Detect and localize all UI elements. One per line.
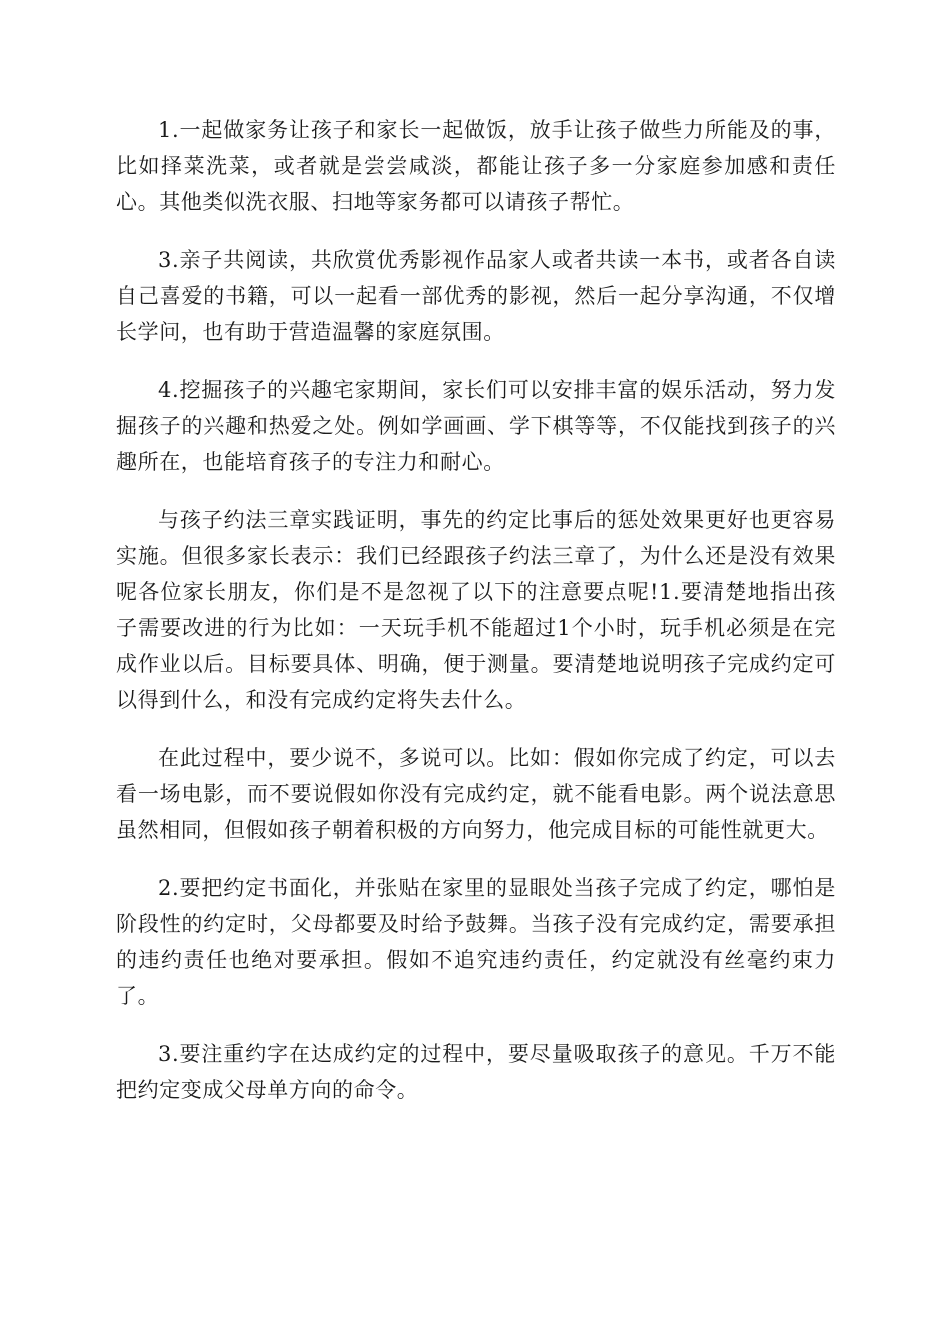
paragraph-written-agreement: 2.要把约定书面化，并张贴在家里的显眼处当孩子完成了约定，哪怕是阶段性的约定时，父母都要及时给予鼓舞。当孩子没有完成约定，需要承担的违约责任也绝对要承担。假如不追究违约责任，约定就没有丝毫约束力了。 bbox=[116, 876, 836, 1008]
paragraph-child-input: 3.要注重约字在达成约定的过程中，要尽量吸取孩子的意见。千万不能把约定变成父母单方向的命令。 bbox=[116, 1042, 836, 1102]
document-body bbox=[116, 112, 836, 1130]
paragraph-interests: 4.挖掘孩子的兴趣宅家期间，家长们可以安排丰富的娱乐活动，努力发掘孩子的兴趣和热爱之处。例如学画画、学下棋等等，不仅能找到孩子的兴趣所在，也能培育孩子的专注力和耐心。 bbox=[116, 378, 836, 474]
paragraph-agreement: 与孩子约法三章实践证明，事先的约定比事后的惩处效果更好也更容易实施。但很多家长表示：我们已经跟孩子约法三章了，为什么还是没有效果呢各位家长朋友，你们是不是忽视了以下的注意要点呢!1.要清楚地指出孩子需要改进的行为比如：一天玩手机不能超过1个小时，玩手机必须是在完成作业以后。目标要具体、明确，便于测量。要清楚地说明孩子完成约定可以得到什么，和没有完成约定将失去什么。 bbox=[116, 508, 836, 712]
paragraph-say-yes: 在此过程中，要少说不，多说可以。比如：假如你完成了约定，可以去看一场电影，而不要说假如你没有完成约定，就不能看电影。两个说法意思虽然相同，但假如孩子朝着积极的方向努力，他完成目标的可能性就更大。 bbox=[116, 746, 836, 842]
paragraph-reading: 3.亲子共阅读，共欣赏优秀影视作品家人或者共读一本书，或者各自读自己喜爱的书籍，可以一起看一部优秀的影视，然后一起分享沟通，不仅增长学问，也有助于营造温馨的家庭氛围。 bbox=[116, 248, 836, 344]
paragraph-housework: 1.一起做家务让孩子和家长一起做饭，放手让孩子做些力所能及的事，比如择菜洗菜，或者就是尝尝咸淡，都能让孩子多一分家庭参加感和责任心。其他类似洗衣服、扫地等家务都可以请孩子帮忙。 bbox=[116, 118, 836, 214]
